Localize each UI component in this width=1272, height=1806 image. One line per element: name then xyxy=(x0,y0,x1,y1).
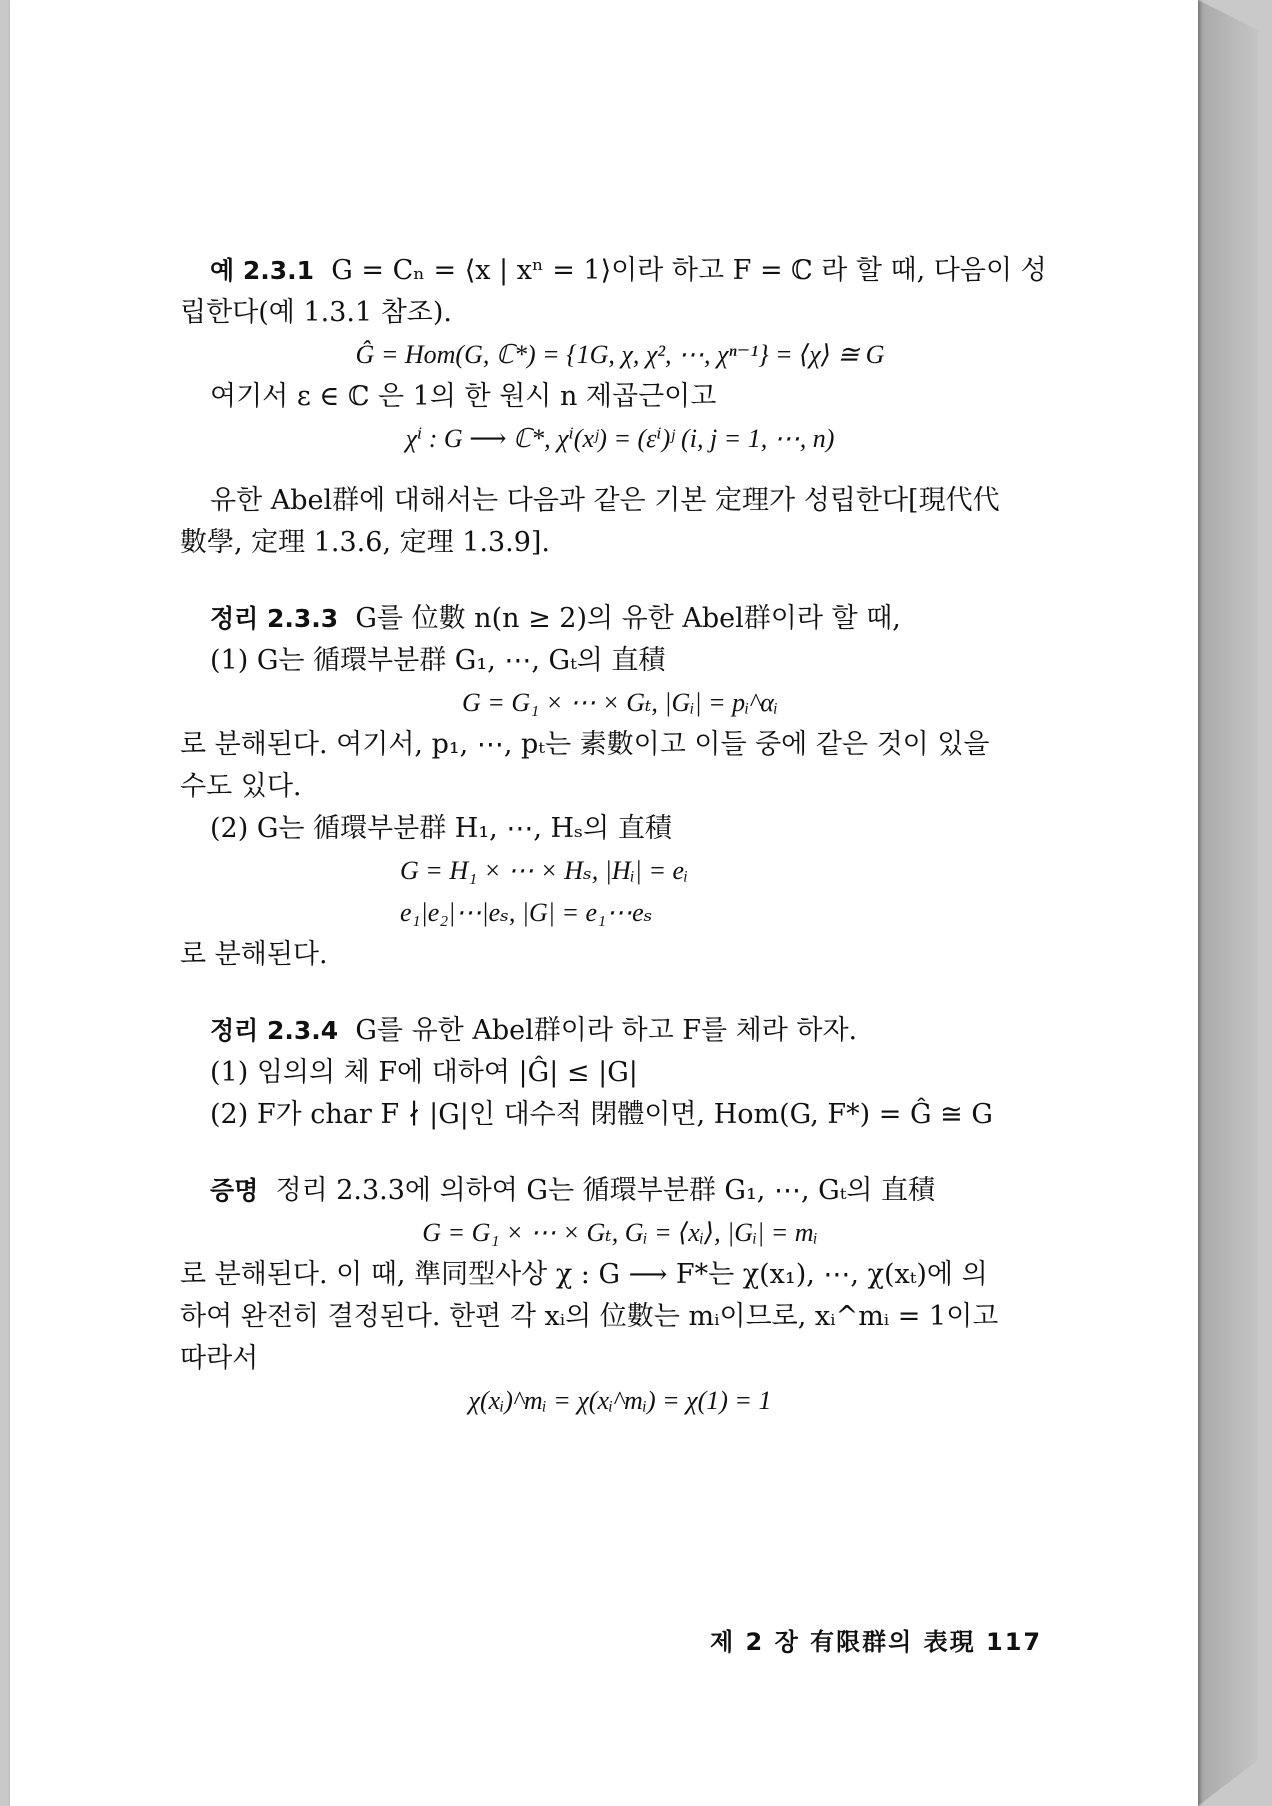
theorem-233-item-1: (1) G는 循環부분群 G₁, ⋯, Gₜ의 直積 xyxy=(210,645,666,676)
example-line-3: 여기서 ε ∈ ℂ 은 1의 한 원시 n 제곱근이고 xyxy=(210,381,717,412)
proof-line-1: 로 분해된다. 이 때, 準同型사상 χ : G ⟶ F*는 χ(x₁), ⋯, χ(xₜ)에 의 xyxy=(180,1259,988,1290)
book-edge xyxy=(1198,0,1258,1806)
example-text: G = Cₙ = ⟨x | xⁿ = 1⟩이라 하고 F = ℂ 라 할 때, 다음이 성 xyxy=(331,255,1047,286)
proof-statement xyxy=(180,1170,1060,1212)
theorem-233-cont-3: 로 분해된다. xyxy=(180,939,328,970)
intro-line-1: 유한 Abel群에 대해서는 다음과 같은 기본 定理가 성립한다[現代代 xyxy=(210,485,1000,516)
theorem-234-statement xyxy=(180,1010,1060,1052)
proof-equation-1: G = G₁ × ⋯ × Gₜ, Gᵢ = ⟨xᵢ⟩, |Gᵢ| = mᵢ xyxy=(422,1218,818,1247)
theorem-233-item-2: (2) G는 循環부분群 H₁, ⋯, Hₛ의 直積 xyxy=(210,813,672,844)
theorem-233-heading: 정리 2.3.3 xyxy=(210,604,339,633)
page-content xyxy=(180,250,1060,1422)
proof-equation-2: χ(xᵢ)^mᵢ = χ(xᵢ^mᵢ) = χ(1) = 1 xyxy=(468,1386,772,1415)
theorem-234-item-1: (1) 임의의 체 F에 대하여 |Ĝ| ≤ |G| xyxy=(210,1057,638,1088)
theorem-233-cont-1: 로 분해된다. 여기서, p₁, ⋯, pₜ는 素數이고 이들 중에 같은 것이 있을 xyxy=(180,729,990,760)
theorem-233-equation-2a: G = H₁ × ⋯ × Hₛ, |Hᵢ| = eᵢ xyxy=(400,856,689,885)
example-line-2: 립한다(예 1.3.1 참조). xyxy=(180,297,453,328)
proof-heading: 증명 xyxy=(210,1176,259,1205)
theorem-234-heading: 정리 2.3.4 xyxy=(210,1016,339,1045)
example-line-1 xyxy=(180,250,1060,292)
theorem-233-statement xyxy=(180,598,1060,640)
proof-line-2: 하여 완전히 결정된다. 한편 각 xᵢ의 位數는 mᵢ이므로, xᵢ^mᵢ = 1이고 xyxy=(180,1301,999,1332)
theorem-233-equation-1: G = G₁ × ⋯ × Gₜ, |Gᵢ| = pᵢ^αᵢ xyxy=(462,688,778,717)
example-equation-2: χⁱ : G ⟶ ℂ*, χⁱ(xʲ) = (εⁱ)ʲ (i, j = 1, ⋯, n) xyxy=(405,424,835,453)
theorem-234-item-2: (2) F가 char F ∤ |G|인 대수적 閉體이면, Hom(G, F*) = Ĝ ≅ G xyxy=(210,1099,993,1130)
theorem-233-equation-2b: e₁|e₂|⋯|eₛ, |G| = e₁⋯eₛ xyxy=(400,898,653,927)
page-footer: 제 2 장 有限群의 表現 117 xyxy=(710,1628,1043,1656)
proof-text: 정리 2.3.3에 의하여 G는 循環부분群 G₁, ⋯, Gₜ의 直積 xyxy=(275,1175,936,1206)
book-page xyxy=(10,0,1198,1806)
intro-line-2: 數學, 定理 1.3.6, 定理 1.3.9]. xyxy=(180,527,551,558)
proof-line-3: 따라서 xyxy=(180,1343,259,1374)
theorem-233-text: G를 位數 n(n ≥ 2)의 유한 Abel群이라 할 때, xyxy=(355,603,901,634)
theorem-234-text: G를 유한 Abel群이라 하고 F를 체라 하자. xyxy=(355,1015,858,1046)
example-heading: 예 2.3.1 xyxy=(210,256,315,285)
theorem-233-cont-2: 수도 있다. xyxy=(180,771,302,802)
example-equation-1: Ĝ = Hom(G, ℂ*) = {1G, χ, χ², ⋯, χⁿ⁻¹} = ⟨χ⟩ ≅ G xyxy=(355,340,885,369)
